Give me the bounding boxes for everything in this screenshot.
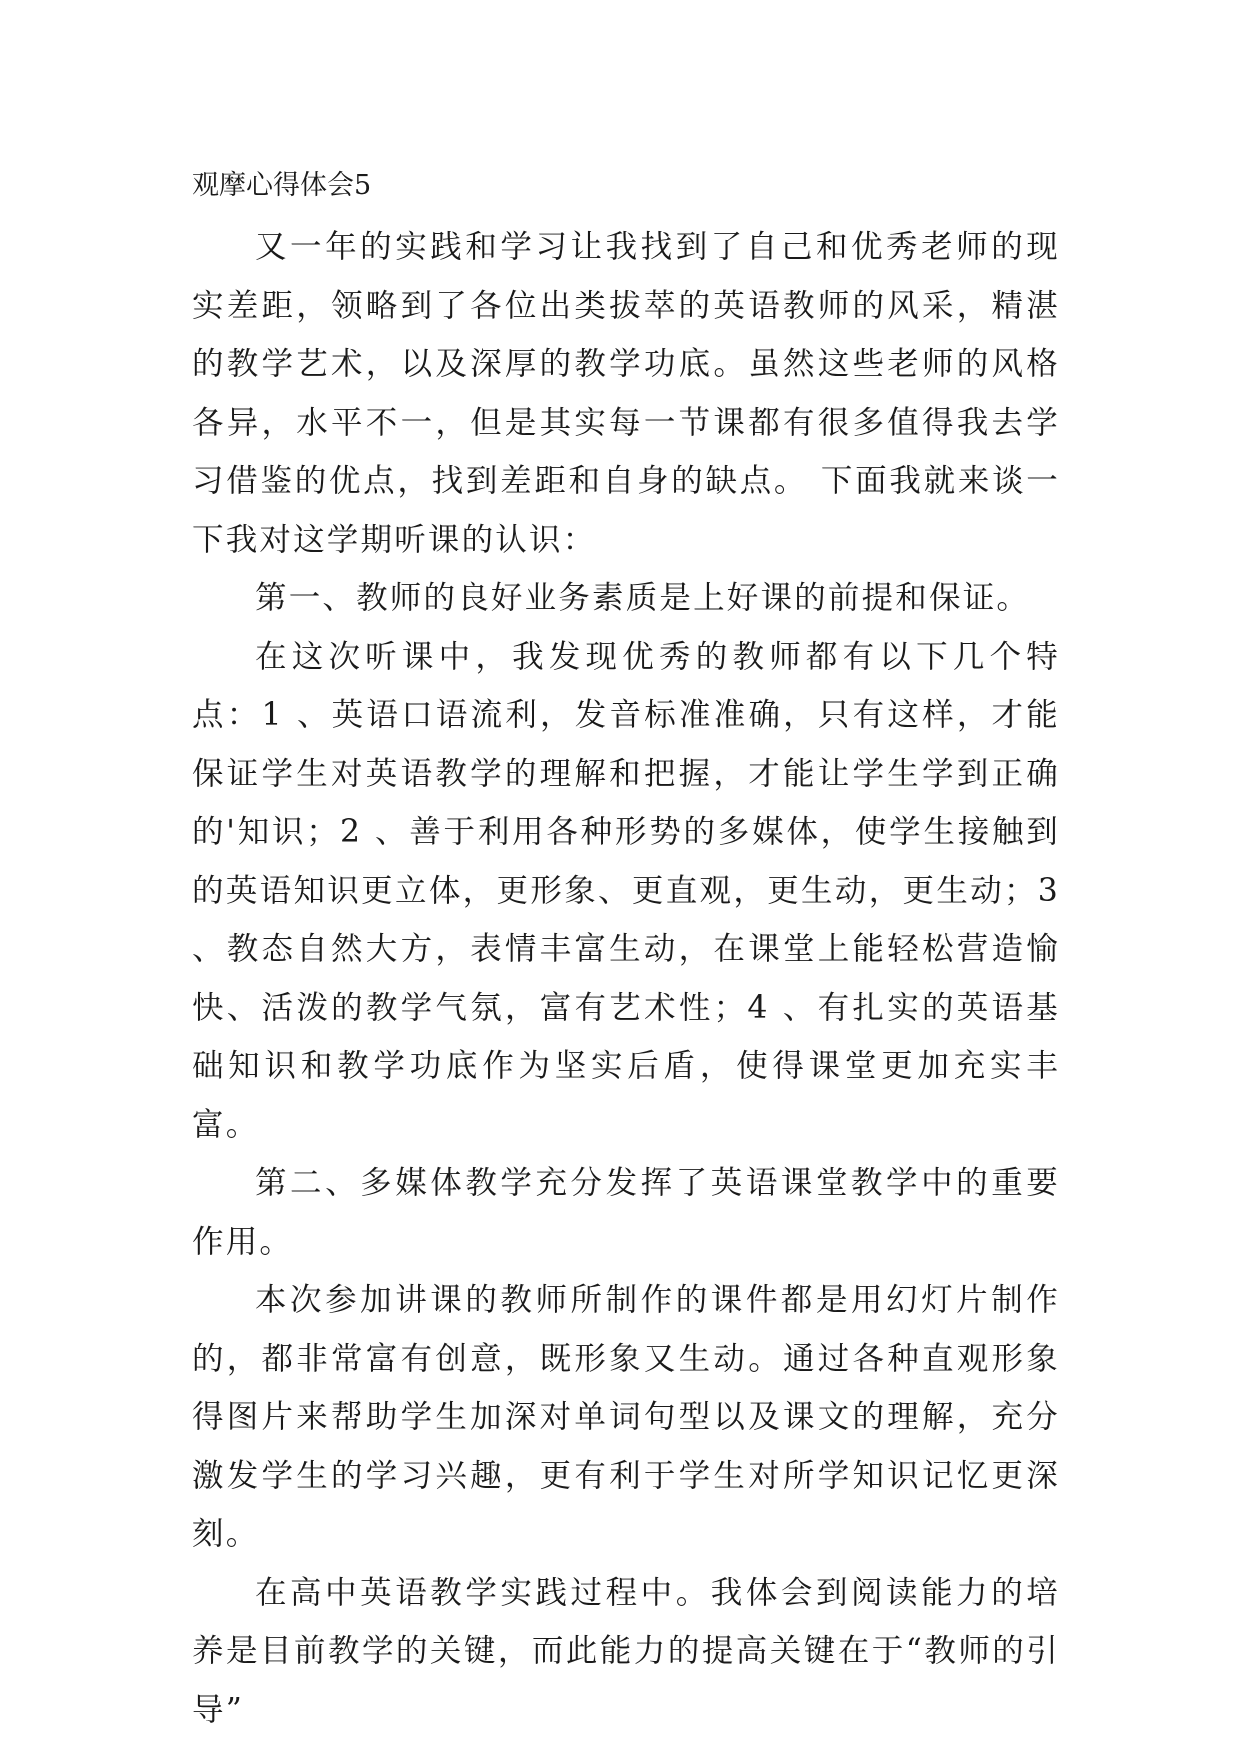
paragraph-point-one-heading: 第一、教师的良好业务素质是上好课的前提和保证。	[255, 580, 1031, 616]
paragraph-reading-ability: 在高中英语教学实践过程中。我体会到阅读能力的培养是目前教学的关键，而此能力的提高关键在于“教师的引导”	[192, 1574, 1060, 1728]
document-title: 观摩心得体会5	[192, 170, 372, 201]
document-body	[192, 218, 1060, 1739]
paragraph-teacher-traits: 在这次听课中，我发现优秀的教师都有以下几个特点：1 、英语口语流利，发音标准准确，只有这样，才能保证学生对英语教学的理解和把握，才能让学生学到正确的'知识；2 、善于利用各种形势的多媒体，使学生接触到的英语知识更立体，更形象、更直观，更生动，更生动；3 、教态自然大方，表情丰富生动，在课堂上能轻松营造愉快、活泼的教学气氛，富有艺术性；4 、有扎实的英语基础知识和教学功底作为坚实后盾，使得课堂更加充实丰富。	[192, 638, 1060, 1143]
paragraph-intro: 又一年的实践和学习让我找到了自己和优秀老师的现实差距，领略到了各位出类拔萃的英语教师的风采，精湛的教学艺术，以及深厚的教学功底。虽然这些老师的风格各异，水平不一，但是其实每一节课都有很多值得我去学习借鉴的优点，找到差距和自身的缺点。 下面我就来谈一下我对这学期听课的认识：	[192, 229, 1060, 558]
paragraph-point-two-heading: 第二、多媒体教学充分发挥了英语课堂教学中的重要作用。	[192, 1165, 1060, 1260]
paragraph-multimedia: 本次参加讲课的教师所制作的课件都是用幻灯片制作的，都非常富有创意，既形象又生动。通过各种直观形象得图片来帮助学生加深对单词句型以及课文的理解，充分激发学生的学习兴趣，更有利于学生对所学知识记忆更深刻。	[192, 1282, 1060, 1552]
